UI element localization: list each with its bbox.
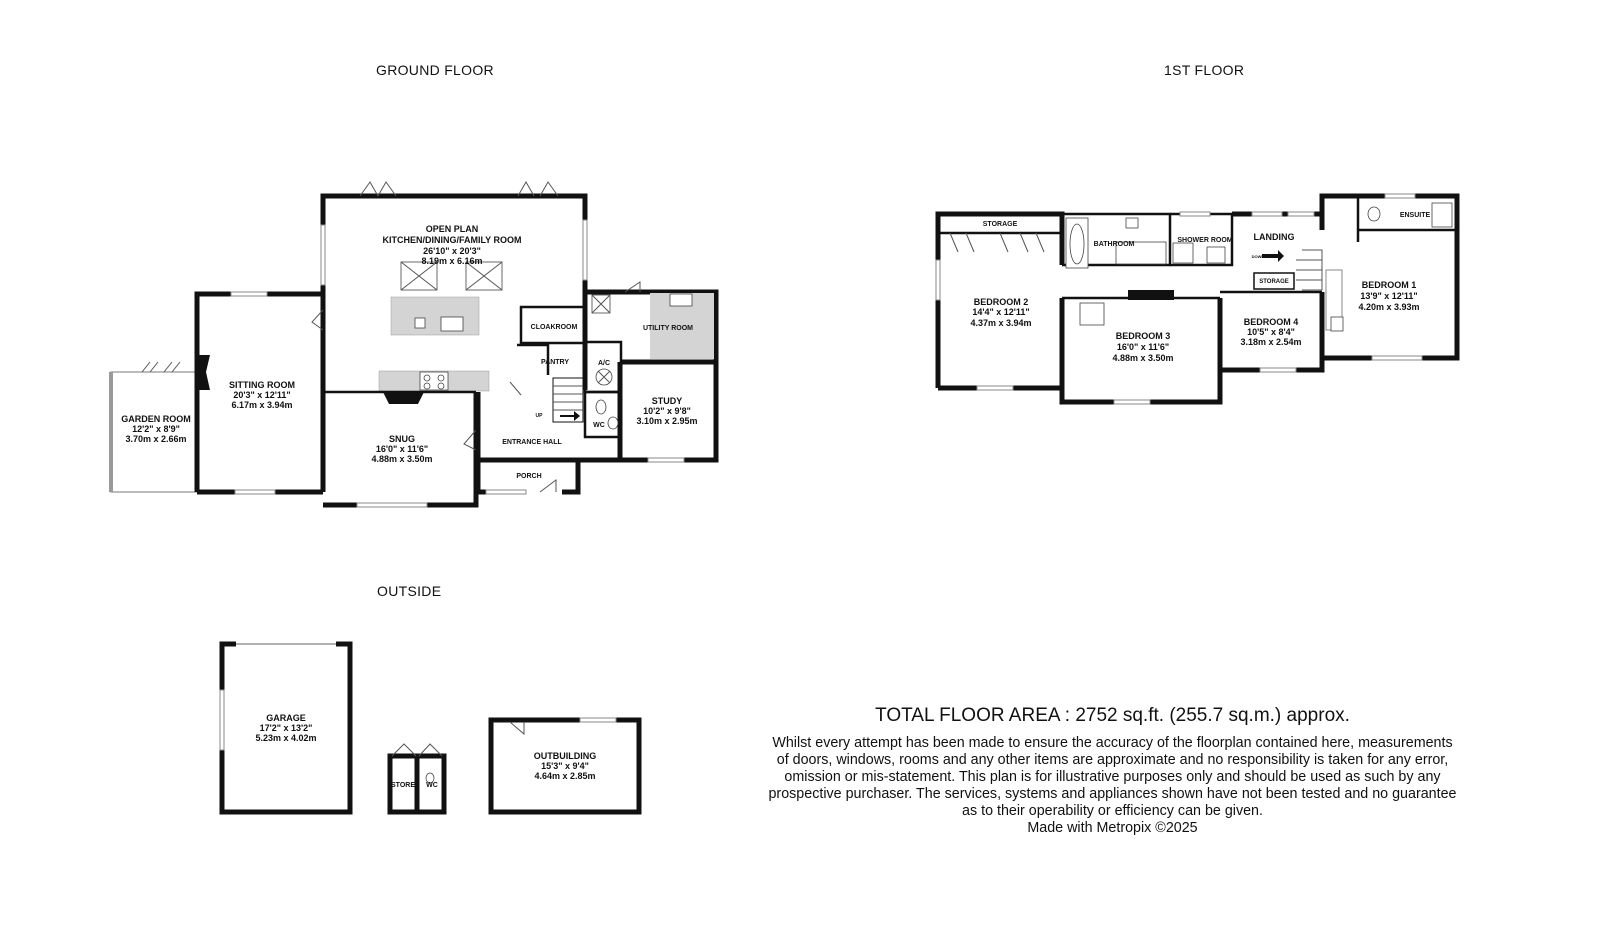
- up-label: UP: [535, 413, 543, 419]
- bedroom-3-dims-m: 4.88m x 3.50m: [1112, 353, 1174, 363]
- sitting-room-label: SITTING ROOM: [229, 380, 295, 390]
- bathroom-label: BATHROOM: [1093, 241, 1135, 248]
- bedroom-4-label: BEDROOM 4: [1243, 317, 1299, 327]
- garden-room-label: GARDEN ROOM: [121, 414, 191, 424]
- garage-dims-m: 5.23m x 4.02m: [255, 733, 317, 743]
- outside-wc-label: WC: [426, 782, 438, 789]
- storage-label-landing: STORAGE: [1259, 279, 1289, 285]
- disclaimer-line: as to their operability or efficiency can be given.: [962, 803, 1263, 819]
- landing-label: LANDING: [1253, 232, 1295, 242]
- cloakroom-label: CLOAKROOM: [530, 324, 578, 331]
- bedroom-2-dims: 14'4" x 12'11": [972, 307, 1030, 317]
- down-label: DOWN: [1251, 254, 1265, 259]
- open-plan-dims-m: 8.19m x 6.16m: [421, 256, 483, 266]
- disclaimer-line: of doors, windows, rooms and any other items are approximate and no responsibility is taken for any error,: [776, 752, 1449, 768]
- garage-dims: 17'2" x 13'2": [259, 723, 313, 733]
- study-dims: 10'2" x 9'8": [643, 406, 691, 416]
- disclaimer-line: prospective purchaser. The services, systems and appliances shown have not been tested and no guarantee: [768, 786, 1457, 802]
- utility-room-label: UTILITY ROOM: [642, 325, 694, 332]
- outside-title: OUTSIDE: [377, 583, 442, 599]
- ensuite-label: ENSUITE: [1399, 212, 1431, 219]
- floor-area-block: [735, 705, 1490, 837]
- credit: Made with Metropix ©2025: [1027, 820, 1198, 836]
- total-floor-area: TOTAL FLOOR AREA : 2752 sq.ft. (255.7 sq.m.) approx.: [875, 705, 1350, 726]
- porch-label: PORCH: [516, 473, 542, 480]
- disclaimer: [735, 735, 1490, 837]
- open-plan-label-2: KITCHEN/DINING/FAMILY ROOM: [382, 235, 522, 245]
- bedroom-2-dims-m: 4.37m x 3.94m: [970, 318, 1032, 328]
- sitting-room-dims-m: 6.17m x 3.94m: [231, 400, 293, 410]
- snug-dims: 16'0" x 11'6": [375, 444, 429, 454]
- ac-label: A/C: [597, 360, 611, 367]
- outbuilding-label: OUTBUILDING: [533, 751, 597, 761]
- sitting-room-dims: 20'3" x 12'11": [233, 390, 291, 400]
- shower-room-label: SHOWER ROOM: [1177, 237, 1233, 244]
- open-plan-dims: 26'10" x 20'3": [423, 246, 481, 256]
- kitchen-island: [391, 297, 479, 335]
- storage-label: STORAGE: [982, 221, 1018, 228]
- garage-label: GARAGE: [266, 713, 306, 723]
- disclaimer-line: Whilst every attempt has been made to ensure the accuracy of the floorplan contained here, measurements: [772, 735, 1453, 751]
- study-label: STUDY: [651, 396, 683, 406]
- open-plan-label: OPEN PLAN: [425, 224, 479, 234]
- store-label: STORE: [391, 782, 415, 789]
- snug-dims-m: 4.88m x 3.50m: [371, 454, 433, 464]
- bedroom-3-label: BEDROOM 3: [1115, 331, 1171, 341]
- room-labels: [121, 212, 1430, 789]
- entrance-hall-label: ENTRANCE HALL: [502, 439, 562, 446]
- bedroom-1-label: BEDROOM 1: [1361, 280, 1417, 290]
- fireplace-icon: [199, 355, 210, 390]
- study-dims-m: 3.10m x 2.95m: [636, 416, 698, 426]
- first-floor-title: 1ST FLOOR: [1164, 62, 1245, 78]
- bedroom-4-dims-m: 3.18m x 2.54m: [1240, 337, 1302, 347]
- garden-room-dims: 12'2" x 8'9": [132, 424, 180, 434]
- outbuilding-dims: 15'3" x 9'4": [541, 761, 589, 771]
- disclaimer-line: omission or mis-statement. This plan is for illustrative purposes only and should be used as such by any: [784, 769, 1441, 785]
- pantry-label: PANTRY: [541, 359, 569, 366]
- bedroom-4-dims: 10'5" x 8'4": [1247, 327, 1295, 337]
- bedroom-2-label: BEDROOM 2: [973, 297, 1029, 307]
- bedroom-1-dims-m: 4.20m x 3.93m: [1358, 302, 1420, 312]
- outbuilding-dims-m: 4.64m x 2.85m: [534, 771, 596, 781]
- garden-room-dims-m: 3.70m x 2.66m: [125, 434, 187, 444]
- snug-label: SNUG: [388, 434, 416, 444]
- ground-floor-title: GROUND FLOOR: [376, 62, 494, 78]
- bedroom-1-dims: 13'9" x 12'11": [1360, 291, 1418, 301]
- bedroom-3-dims: 16'0" x 11'6": [1116, 342, 1170, 352]
- wc-label: WC: [593, 422, 605, 429]
